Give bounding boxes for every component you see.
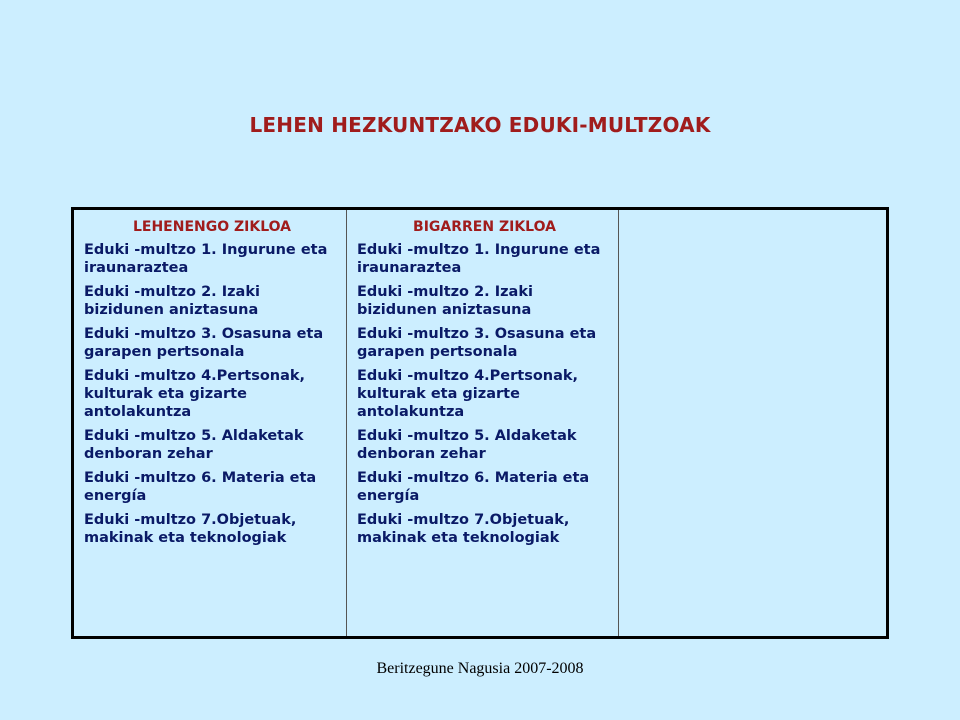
column-empty bbox=[619, 210, 886, 636]
column-lehenengo-zikloa bbox=[74, 210, 347, 636]
list-item: Eduki -multzo 2. Izaki bizidunen aniztasuna bbox=[84, 284, 260, 318]
content-table bbox=[71, 207, 889, 639]
list-item: Eduki -multzo 1. Ingurune eta iraunaraztea bbox=[357, 242, 601, 276]
column-header: LEHENENGO ZIKLOA bbox=[132, 219, 292, 235]
list-item: Eduki -multzo 6. Materia eta energía bbox=[357, 470, 590, 504]
slide-footer: Beritzegune Nagusia 2007-2008 bbox=[376, 660, 584, 677]
list-item: Eduki -multzo 3. Osasuna eta garapen pertsonala bbox=[357, 326, 597, 360]
list-item: Eduki -multzo 7.Objetuak, makinak eta teknologiak bbox=[84, 512, 297, 546]
list-item: Eduki -multzo 2. Izaki bizidunen aniztasuna bbox=[357, 284, 533, 318]
column-header: BIGARREN ZIKLOA bbox=[413, 219, 556, 235]
list-item: Eduki -multzo 4.Pertsonak, kulturak eta gizarte antolakuntza bbox=[84, 368, 306, 420]
slide-title: LEHEN HEZKUNTZAKO EDUKI-MULTZOAK bbox=[249, 113, 711, 137]
list-item: Eduki -multzo 5. Aldaketak denboran zehar bbox=[357, 428, 577, 462]
list-item: Eduki -multzo 5. Aldaketak denboran zehar bbox=[84, 428, 304, 462]
list-item: Eduki -multzo 3. Osasuna eta garapen pertsonala bbox=[84, 326, 324, 360]
list-item: Eduki -multzo 7.Objetuak, makinak eta teknologiak bbox=[357, 512, 570, 546]
list-item: Eduki -multzo 4.Pertsonak, kulturak eta gizarte antolakuntza bbox=[357, 368, 579, 420]
list-item: Eduki -multzo 1. Ingurune eta iraunaraztea bbox=[84, 242, 328, 276]
list-item: Eduki -multzo 6. Materia eta energía bbox=[84, 470, 317, 504]
column-bigarren-zikloa bbox=[347, 210, 619, 636]
